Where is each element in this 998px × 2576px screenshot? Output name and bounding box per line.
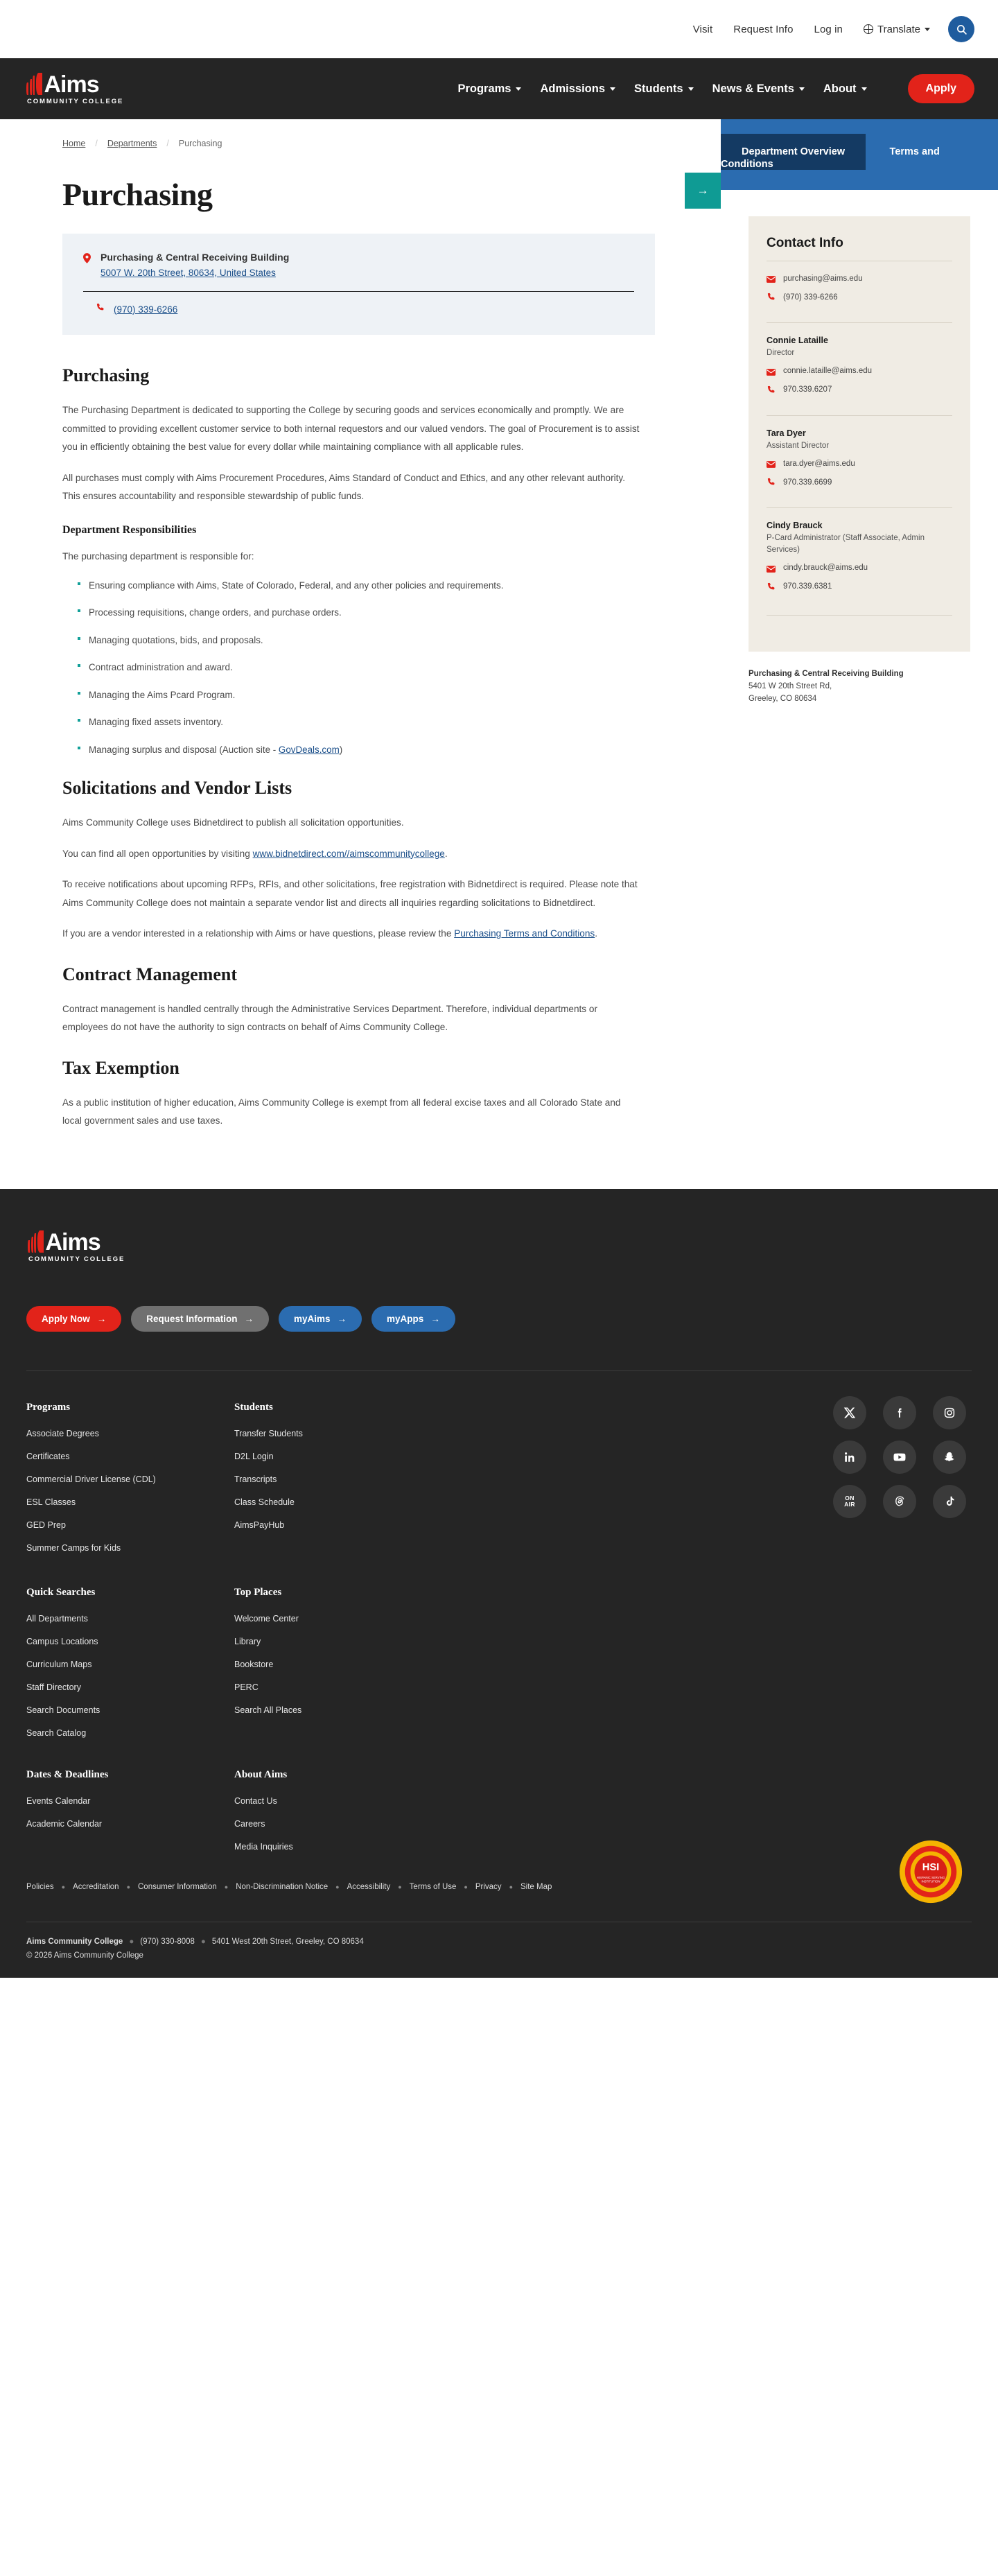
paragraph-compliance: All purchases must comply with Aims Procurement Procedures, Aims Standard of Conduct and Ethics, and any other relevant authority. This ensures accountability and responsible stewardship of public funds. <box>62 472 625 501</box>
logo-wordmark: Aims <box>45 1228 100 1255</box>
footer-link[interactable]: Commercial Driver License (CDL) <box>26 1474 156 1484</box>
main-navigation <box>0 58 998 119</box>
aims-swish-icon <box>26 73 42 95</box>
separator: ● <box>200 1937 206 1946</box>
arrow-right-icon[interactable]: → <box>685 173 721 209</box>
contact-info-card <box>748 216 970 652</box>
mail-icon <box>767 459 776 468</box>
social-link-tiktok[interactable] <box>933 1485 966 1518</box>
footer-link[interactable]: AimsPayHub <box>234 1520 285 1530</box>
govdeals-link[interactable]: GovDeals.com <box>278 744 340 755</box>
contact-info-title: Contact Info <box>767 236 843 250</box>
primary-nav-items <box>457 74 974 103</box>
legal-link-accreditation[interactable]: Accreditation <box>73 1882 119 1891</box>
footer-link[interactable]: Summer Camps for Kids <box>26 1542 121 1553</box>
footer-link[interactable]: Welcome Center <box>234 1613 299 1624</box>
rail-address-title: Purchasing & Central Receiving Building <box>748 669 904 678</box>
footer-columns-row-3 <box>26 1769 972 1865</box>
vendor-suffix: . <box>595 928 598 939</box>
list-item-surplus <box>78 742 641 757</box>
breadcrumb-departments[interactable]: Departments <box>107 139 157 148</box>
footer-link[interactable]: Class Schedule <box>234 1497 295 1507</box>
linkedin-icon <box>843 1451 856 1463</box>
footer-column-heading: Dates & Deadlines <box>26 1768 109 1780</box>
paragraph-bidnetdirect: Aims Community College uses Bidnetdirect to publish all solicitation opportunities. <box>62 817 404 828</box>
list-item: Managing fixed assets inventory. <box>78 715 641 729</box>
footer-link[interactable]: Associate Degrees <box>26 1428 99 1438</box>
location-building-name: Purchasing & Central Receiving Building <box>100 252 290 263</box>
footer-column-heading: About Aims <box>234 1768 288 1780</box>
logo-wordmark: Aims <box>44 71 99 98</box>
surplus-text-prefix: Managing surplus and disposal (Auction site - <box>89 744 279 755</box>
chevron-down-icon <box>799 87 805 91</box>
location-address-link[interactable]: 5007 W. 20th Street, 80634, United States <box>100 268 276 278</box>
legal-link-non-discrimination-notice[interactable]: Non-Discrimination Notice <box>236 1882 329 1891</box>
person-role: Director <box>767 349 795 357</box>
footer-columns-row-1 <box>26 1402 972 1566</box>
paragraph-open-opportunities <box>62 845 641 864</box>
department-email-row[interactable] <box>767 274 952 283</box>
legal-link-consumer-information[interactable]: Consumer Information <box>138 1882 217 1891</box>
footer-link[interactable]: Certificates <box>26 1451 70 1461</box>
nav-item-news-events[interactable] <box>712 82 805 96</box>
subheading-department-responsibilities: Department Responsibilities <box>62 523 197 536</box>
person-phone-row[interactable] <box>767 478 952 487</box>
section-heading-tax-exemption: Tax Exemption <box>62 1057 180 1078</box>
nav-label: Admissions <box>540 82 605 95</box>
footer-link[interactable]: Search Documents <box>26 1705 100 1715</box>
arrow-right-icon: → <box>96 1313 107 1324</box>
page-title: Purchasing <box>62 177 213 212</box>
social-link-threads[interactable] <box>883 1485 916 1518</box>
right-rail <box>697 119 998 1143</box>
facebook-icon <box>893 1407 906 1419</box>
aims-swish-icon <box>28 1230 44 1253</box>
social-link-facebook[interactable] <box>883 1396 916 1429</box>
hsi-badge <box>897 1838 965 1906</box>
nav-label: About <box>823 82 857 95</box>
separator: ● <box>398 1883 402 1890</box>
divider <box>83 291 634 292</box>
copyright-address: 5401 West 20th Street, Greeley, CO 80634 <box>211 1937 364 1946</box>
list-item: Managing quotations, bids, and proposals. <box>78 633 641 647</box>
footer-link[interactable]: PERC <box>234 1682 259 1692</box>
x-icon <box>843 1407 856 1419</box>
department-phone: (970) 339-6266 <box>783 293 838 302</box>
divider <box>767 322 952 323</box>
paragraph-contract-management: Contract management is handled centrally through the Administrative Services Department. Therefore, individual departments or employees do not have the authority to sign contracts on behalf of Aims Community College. <box>62 1003 597 1033</box>
person-phone-row[interactable] <box>767 582 952 591</box>
social-link-linkedin[interactable] <box>833 1441 866 1474</box>
footer-link[interactable]: D2L Login <box>234 1451 274 1461</box>
paragraph-vendor-relationship <box>62 925 641 943</box>
utility-link-visit[interactable]: Visit <box>692 23 713 35</box>
footer-link[interactable]: Search All Places <box>234 1705 302 1715</box>
separator: ● <box>126 1883 130 1890</box>
department-phone-row[interactable] <box>767 293 952 302</box>
cta-label: Request Information <box>146 1313 238 1324</box>
list-item: Processing requisitions, change orders, and purchase orders. <box>78 605 641 620</box>
paragraph-intro: The Purchasing Department is dedicated to supporting the College by securing goods and services economically and promptly. We are committed to providing excellent customer service to both internal requestors and our valued vendors. The goal of Procurement is to assist you in efficiently obtaining the best value for every dollar while maintaining compliance with all applicable rules. <box>62 405 640 452</box>
person-email: cindy.brauck@aims.edu <box>783 564 868 573</box>
person-phone-row[interactable] <box>767 385 952 394</box>
chevron-down-icon <box>861 87 867 91</box>
person-phone: 970.339.6207 <box>783 385 832 394</box>
legal-link-site-map[interactable]: Site Map <box>520 1882 552 1891</box>
footer-column-students <box>234 1402 442 1566</box>
person-email-row[interactable] <box>767 459 952 468</box>
breadcrumb-current: Purchasing <box>178 139 222 148</box>
copyright-phone: (970) 330-8008 <box>140 1937 195 1946</box>
logo-tagline: COMMUNITY COLLEGE <box>27 97 124 105</box>
divider <box>767 415 952 416</box>
tiktok-icon <box>944 1495 956 1507</box>
footer-link[interactable]: ESL Classes <box>26 1497 76 1507</box>
contact-person <box>767 521 952 591</box>
separator: ● <box>224 1883 229 1890</box>
instagram-icon <box>943 1407 956 1419</box>
social-link-youtube[interactable] <box>883 1441 916 1474</box>
article-body <box>62 335 641 1131</box>
mail-icon <box>767 367 776 376</box>
breadcrumb-separator: / <box>95 139 98 148</box>
footer-link[interactable]: Search Catalog <box>26 1728 87 1738</box>
footer-column-dates-deadlines <box>26 1769 234 1865</box>
social-link-instagram[interactable] <box>933 1396 966 1429</box>
footer-column-about-aims <box>234 1769 442 1865</box>
arrow-right-icon: → <box>430 1313 440 1324</box>
person-email-row[interactable] <box>767 367 952 376</box>
rail-address-block <box>748 670 970 706</box>
footer-column-top-places <box>234 1587 442 1751</box>
social-links <box>833 1396 972 1518</box>
mail-icon <box>767 564 776 573</box>
person-name: Tara Dyer <box>767 428 806 438</box>
person-phone: 970.339.6381 <box>783 582 832 591</box>
footer-link[interactable]: Events Calendar <box>26 1795 91 1806</box>
map-pin-icon <box>83 253 91 267</box>
separator: ● <box>464 1883 468 1890</box>
person-role: P-Card Administrator (Staff Associate, Admin Services) <box>767 534 925 555</box>
department-email: purchasing@aims.edu <box>783 274 863 283</box>
request-information-button[interactable] <box>131 1306 269 1332</box>
translate-label: Translate <box>877 23 920 35</box>
nav-label: News & Events <box>712 82 794 95</box>
chevron-down-icon <box>925 28 930 31</box>
footer-link[interactable]: Academic Calendar <box>26 1818 103 1829</box>
social-link-x[interactable] <box>833 1396 866 1429</box>
person-email: tara.dyer@aims.edu <box>783 459 855 468</box>
vendor-prefix: If you are a vendor interested in a relationship with Aims or have questions, please review the <box>62 928 455 939</box>
footer-column-quick-searches <box>26 1587 234 1751</box>
footer-columns-row-2 <box>26 1587 972 1751</box>
contact-person <box>767 336 952 394</box>
footer-link[interactable]: All Departments <box>26 1613 88 1624</box>
person-name: Connie Lataille <box>767 336 828 345</box>
nav-item-about[interactable] <box>823 82 867 96</box>
arrow-right-icon: → <box>337 1313 347 1324</box>
department-nav <box>697 119 998 197</box>
phone-icon <box>767 293 776 302</box>
breadcrumb <box>62 139 721 148</box>
person-email-row[interactable] <box>767 564 952 573</box>
person-role: Assistant Director <box>767 441 830 450</box>
section-heading-contract-management: Contract Management <box>62 964 237 984</box>
svg-text:INSTITUTION: INSTITUTION <box>921 1879 940 1883</box>
main-content-column <box>0 119 721 1143</box>
legal-link-policies[interactable]: Policies <box>26 1882 54 1891</box>
footer-link[interactable]: Transcripts <box>234 1474 277 1484</box>
apply-button[interactable]: Apply <box>908 74 974 103</box>
rail-address-line2: Greeley, CO 80634 <box>748 694 817 703</box>
separator: ● <box>335 1883 340 1890</box>
footer-column-heading: Top Places <box>234 1586 282 1598</box>
page-body <box>0 119 998 1143</box>
translate-selector[interactable] <box>864 24 930 35</box>
search-icon <box>956 24 968 35</box>
chevron-down-icon <box>688 87 694 91</box>
footer-cta-row <box>26 1306 972 1332</box>
myaims-button[interactable] <box>279 1306 362 1332</box>
divider <box>26 1370 972 1371</box>
cta-label: Apply Now <box>42 1313 90 1324</box>
footer-link[interactable]: GED Prep <box>26 1520 66 1530</box>
globe-icon <box>864 24 873 34</box>
footer-column-heading: Quick Searches <box>26 1586 96 1598</box>
responsibilities-list <box>62 578 641 757</box>
list-item: Ensuring compliance with Aims, State of Colorado, Federal, and any other policies and requirements. <box>78 578 641 593</box>
purchasing-terms-link[interactable]: Purchasing Terms and Conditions <box>454 928 595 939</box>
rail-address-line1: 5401 W 20th Street Rd, <box>748 681 832 690</box>
opportunities-suffix: . <box>444 848 448 859</box>
separator: ● <box>509 1883 513 1890</box>
utility-link-log-in[interactable]: Log in <box>814 23 843 35</box>
footer-link[interactable]: Library <box>234 1636 261 1646</box>
site-footer <box>0 1189 998 1978</box>
paragraph-tax-exemption: As a public institution of higher education, Aims Community College is exempt from all federal excise taxes and all Colorado State and local government sales and use taxes. <box>62 1097 621 1126</box>
phone-icon <box>96 303 105 315</box>
bidnetdirect-link[interactable]: www.bidnetdirect.com//aimscommunitycollege <box>252 848 445 859</box>
social-link-snapchat[interactable] <box>933 1441 966 1474</box>
nav-label: Students <box>634 82 683 95</box>
legal-link-terms-of-use[interactable]: Terms of Use <box>409 1882 457 1891</box>
logo-tagline: COMMUNITY COLLEGE <box>28 1255 125 1263</box>
list-item: Contract administration and award. <box>78 660 641 675</box>
separator: ● <box>129 1937 134 1946</box>
search-button[interactable] <box>948 16 974 42</box>
footer-link[interactable]: Bookstore <box>234 1659 274 1669</box>
footer-logo[interactable] <box>28 1230 972 1263</box>
legal-link-privacy[interactable]: Privacy <box>475 1882 502 1891</box>
myapps-button[interactable] <box>371 1306 455 1332</box>
paragraph-notifications: To receive notifications about upcoming RFPs, RFIs, and other solicitations, free registration with Bidnetdirect is required. Please note that Aims Community College does not maintain a separate vendor list and directs all inquiries regarding solicitations to Bidnetdirect. <box>62 879 638 908</box>
copyright-bar <box>26 1922 972 1978</box>
phone-icon <box>767 385 776 394</box>
hsi-badge-line1: HSI <box>922 1861 940 1873</box>
hsi-badge-line2: HISPANIC SERVING <box>916 1875 945 1879</box>
footer-link[interactable]: Curriculum Maps <box>26 1659 92 1669</box>
opportunities-prefix: You can find all open opportunities by visiting <box>62 848 253 859</box>
cta-label: myApps <box>387 1313 424 1324</box>
phone-icon <box>767 582 776 591</box>
footer-column-heading: Students <box>234 1401 273 1413</box>
surplus-text-suffix: ) <box>339 744 343 755</box>
location-info-box <box>62 234 655 335</box>
paragraph-responsible-for: The purchasing department is responsible for: <box>62 550 254 562</box>
nav-label: Programs <box>457 82 511 95</box>
youtube-icon <box>893 1450 907 1464</box>
utility-link-request-info[interactable]: Request Info <box>733 23 794 35</box>
arrow-right-icon: → <box>244 1313 254 1324</box>
divider <box>767 615 952 616</box>
on-air-icon: ON AIR <box>844 1494 855 1508</box>
legal-link-accessibility[interactable]: Accessibility <box>347 1882 391 1891</box>
snapchat-icon <box>943 1451 956 1463</box>
chevron-down-icon <box>516 87 521 91</box>
breadcrumb-separator: / <box>166 139 169 148</box>
nav-item-programs[interactable] <box>457 82 521 96</box>
site-logo[interactable] <box>26 73 123 105</box>
sidebar-item-department-overview[interactable]: Department Overview <box>721 134 866 170</box>
person-name: Cindy Brauck <box>767 521 823 531</box>
section-heading-solicitations: Solicitations and Vendor Lists <box>62 778 292 799</box>
utility-bar <box>0 0 998 58</box>
nav-item-admissions[interactable] <box>540 82 615 96</box>
chevron-down-icon <box>610 87 615 91</box>
person-email: connie.lataille@aims.edu <box>783 367 873 376</box>
footer-link[interactable]: Transfer Students <box>234 1428 303 1438</box>
apply-now-button[interactable] <box>26 1306 121 1332</box>
divider <box>767 507 952 508</box>
footer-link[interactable]: Campus Locations <box>26 1636 98 1646</box>
mail-icon <box>767 274 776 283</box>
footer-link[interactable]: Careers <box>234 1818 265 1829</box>
separator: ● <box>61 1883 66 1890</box>
social-link-on-air[interactable] <box>833 1485 866 1518</box>
contact-person <box>767 428 952 487</box>
footer-column-heading: Programs <box>26 1401 71 1413</box>
phone-icon <box>767 478 776 487</box>
copyright-org: Aims Community College <box>26 1937 123 1946</box>
sidebar-item-terms-and-conditions[interactable]: Terms and Conditions <box>721 146 940 170</box>
footer-link[interactable]: Staff Directory <box>26 1682 81 1692</box>
footer-link[interactable]: Contact Us <box>234 1795 277 1806</box>
footer-link[interactable]: Media Inquiries <box>234 1841 293 1852</box>
location-phone-link[interactable]: (970) 339-6266 <box>114 304 178 315</box>
nav-item-students[interactable] <box>634 82 694 96</box>
threads-icon <box>894 1495 906 1507</box>
list-item: Managing the Aims Pcard Program. <box>78 688 641 702</box>
copyright-line: © 2026 Aims Community College <box>26 1951 143 1960</box>
section-heading-purchasing: Purchasing <box>62 365 150 385</box>
footer-column-programs <box>26 1402 234 1566</box>
breadcrumb-home[interactable]: Home <box>62 139 86 148</box>
legal-links <box>26 1865 972 1891</box>
cta-label: myAims <box>294 1313 331 1324</box>
person-phone: 970.339.6699 <box>783 478 832 487</box>
